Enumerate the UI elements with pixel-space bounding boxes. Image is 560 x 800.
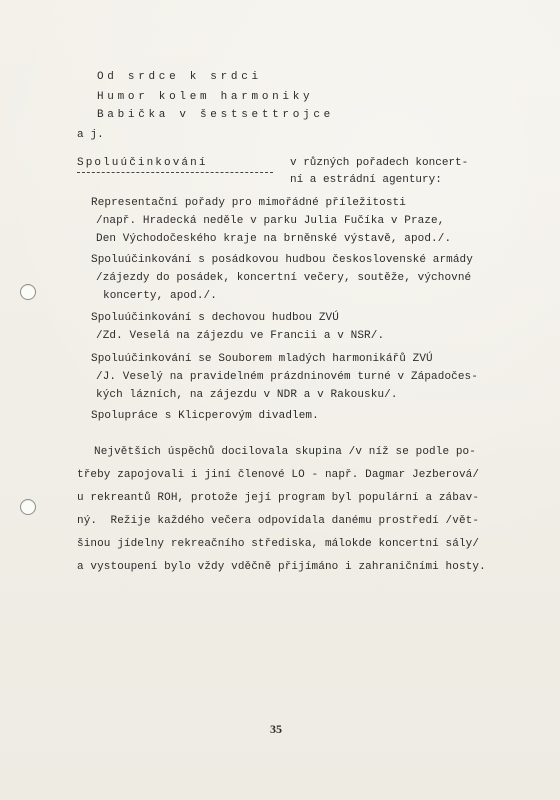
program-title-2: Humor kolem harmoniky <box>97 91 314 103</box>
section-heading-tail-2: ní a estrádní agentury: <box>290 174 442 186</box>
page-number: 35 <box>270 722 282 736</box>
list-item-1-line-2: /např. Hradecká neděle v parku Julia Fučíka v Praze, <box>96 215 445 227</box>
list-item-1-line-3: Den Východočeského kraje na brněnské výstavě, apod./. <box>96 233 452 245</box>
list-item-5-line-1: Spolupráce s Klicperovým divadlem. <box>91 410 319 422</box>
program-title-3: Babička v šestsettrojce <box>97 109 334 121</box>
paragraph-line-4: ný. Režije každého večera odpovídala danému prostředí /vět- <box>77 515 480 527</box>
aj-text: a j. <box>77 129 104 141</box>
section-underline <box>77 172 273 173</box>
paragraph-line-1: Největších úspěchů docilovala skupina /v níž se podle po- <box>94 446 476 458</box>
paragraph-line-6: a vystoupení bylo vždy vděčně přijímáno i zahraničními hosty. <box>77 561 486 573</box>
list-item-2-line-1: Spoluúčinkování s posádkovou hudbou československé armády <box>91 254 473 266</box>
paragraph-line-5: šinou jídelny rekreačního střediska, málokde koncertní sály/ <box>77 538 480 550</box>
list-item-2-line-2: /zájezdy do posádek, koncertní večery, soutěže, výchovné <box>96 272 472 284</box>
section-heading: Spoluúčinkování <box>77 157 208 169</box>
list-item-4-line-1: Spoluúčinkování se Souborem mladých harmonikářů ZVÚ <box>91 353 433 365</box>
list-item-3-line-2: /Zd. Veselá na zájezdu ve Francii a v NSR/. <box>96 330 385 342</box>
paragraph-line-2: třeby zapojovali i jiní členové LO - např. Dagmar Jezberová/ <box>77 469 480 481</box>
punch-hole-top <box>20 284 36 300</box>
list-item-3-line-1: Spoluúčinkování s dechovou hudbou ZVÚ <box>91 312 339 324</box>
section-heading-tail-1: v různých pořadech koncert- <box>290 157 469 169</box>
list-item-1-line-1: Representační pořady pro mimořádné příležitosti <box>91 197 406 209</box>
paragraph-line-3: u rekreantů ROH, protože její program byl populární a zábav- <box>77 492 480 504</box>
punch-hole-bottom <box>20 499 36 515</box>
list-item-2-line-3: koncerty, apod./. <box>103 290 217 302</box>
list-item-4-line-3: kých lázních, na zájezdu v NDR a v Rakousku/. <box>96 389 398 401</box>
program-title-1: Od srdce k srdci <box>97 71 262 83</box>
list-item-4-line-2: /J. Veselý na pravidelném prázdninovém turné v Západočes- <box>96 371 478 383</box>
